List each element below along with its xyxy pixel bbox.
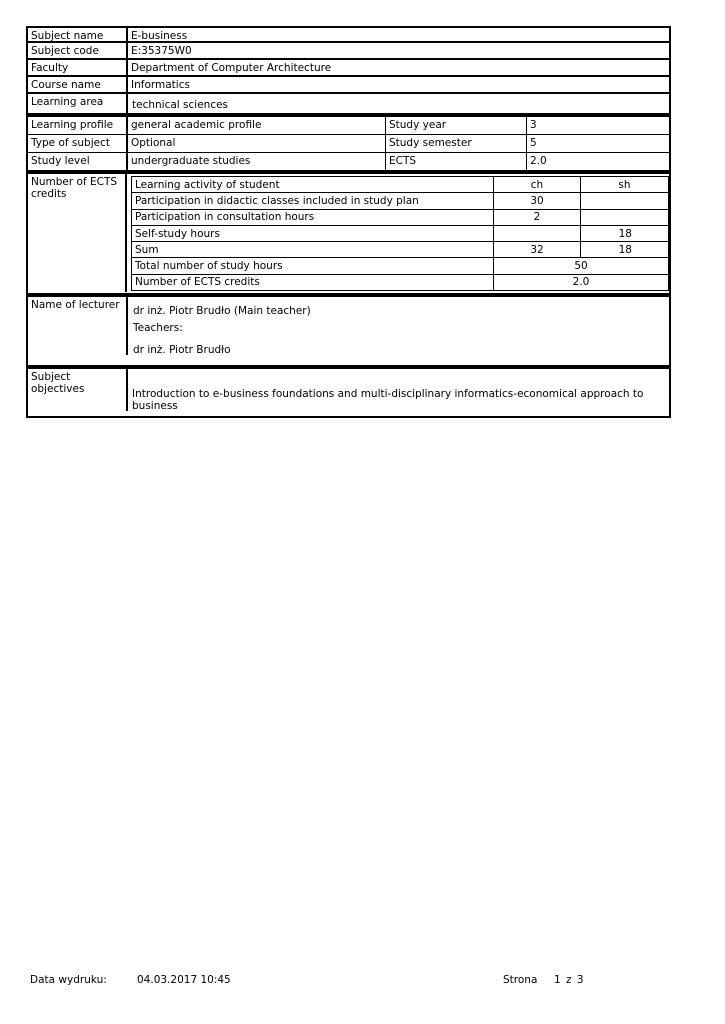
ects-block bbox=[26, 172, 671, 295]
label-study-semester: Study semester bbox=[386, 135, 527, 152]
label-learning-profile: Learning profile bbox=[28, 117, 128, 134]
ects-table bbox=[131, 176, 669, 291]
header-ch: ch bbox=[494, 177, 581, 193]
row-subject-name bbox=[26, 26, 671, 43]
row-learning-profile bbox=[28, 117, 669, 135]
header-activity: Learning activity of student bbox=[132, 177, 494, 193]
row-study-level bbox=[28, 153, 669, 170]
total-hours-value: 50 bbox=[494, 258, 669, 274]
teacher-name: dr inż. Piotr Brudło bbox=[133, 344, 231, 357]
label-type-of-subject: Type of subject bbox=[28, 135, 128, 152]
main-teacher: dr inż. Piotr Brudło (Main teacher) bbox=[133, 305, 311, 318]
label-objectives: Subject objectives bbox=[28, 369, 128, 411]
value-study-year: 3 bbox=[530, 119, 537, 131]
row-learning-area bbox=[26, 94, 671, 115]
sh-cell: 18 bbox=[581, 242, 669, 258]
label-course-name: Course name bbox=[28, 77, 128, 92]
total-hours-label: Total number of study hours bbox=[132, 258, 494, 274]
value-subject-name: E-business bbox=[131, 30, 188, 42]
label-subject-code: Subject code bbox=[28, 43, 128, 58]
activity-cell: Self-study hours bbox=[132, 225, 494, 241]
page-info: 1 z 3 bbox=[554, 974, 584, 986]
table-row bbox=[132, 209, 669, 225]
label-lecturer: Name of lecturer bbox=[28, 297, 128, 355]
table-row bbox=[132, 193, 669, 209]
row-subject-code bbox=[26, 43, 671, 60]
table-row bbox=[132, 242, 669, 258]
row-type-of-subject bbox=[28, 135, 669, 153]
activity-cell: Participation in consultation hours bbox=[132, 209, 494, 225]
ects-credits-row bbox=[132, 274, 669, 290]
print-date-label: Data wydruku: bbox=[30, 974, 107, 986]
value-learning-profile: general academic profile bbox=[128, 117, 386, 134]
ch-cell bbox=[494, 225, 581, 241]
subject-card bbox=[26, 26, 671, 418]
value-study-level: undergraduate studies bbox=[128, 153, 386, 170]
objectives-text: Introduction to e-business foundations and multi-disciplinary informatics-economical approach to business bbox=[132, 388, 644, 413]
label-study-level: Study level bbox=[28, 153, 128, 170]
label-learning-area: Learning area bbox=[28, 94, 128, 113]
objectives-block bbox=[26, 367, 671, 418]
sh-cell bbox=[581, 209, 669, 225]
row-course-name bbox=[26, 77, 671, 94]
header-sh: sh bbox=[581, 177, 669, 193]
table-row bbox=[132, 225, 669, 241]
total-hours-row bbox=[132, 258, 669, 274]
ects-table-wrap bbox=[127, 174, 669, 293]
label-study-year: Study year bbox=[386, 117, 527, 134]
value-type-of-subject: Optional bbox=[128, 135, 386, 152]
ch-cell: 32 bbox=[494, 242, 581, 258]
value-ects: 2.0 bbox=[530, 155, 547, 167]
value-subject-code: E:35375W0 bbox=[131, 45, 192, 57]
sh-cell: 18 bbox=[581, 225, 669, 241]
activity-cell: Participation in didactic classes included in study plan bbox=[132, 193, 494, 209]
ch-cell: 30 bbox=[494, 193, 581, 209]
value-faculty: Department of Computer Architecture bbox=[131, 62, 332, 74]
ects-credits-label: Number of ECTS credits bbox=[132, 274, 494, 290]
label-subject-name: Subject name bbox=[28, 28, 128, 41]
sh-cell bbox=[581, 193, 669, 209]
row-faculty bbox=[26, 60, 671, 77]
label-faculty: Faculty bbox=[28, 60, 128, 75]
profile-block bbox=[26, 115, 671, 172]
teachers-label: Teachers: bbox=[133, 322, 183, 335]
ch-cell: 2 bbox=[494, 209, 581, 225]
lecturer-block bbox=[26, 295, 671, 367]
activity-cell: Sum bbox=[132, 242, 494, 258]
label-ects: ECTS bbox=[386, 153, 527, 170]
ects-credits-value: 2.0 bbox=[494, 274, 669, 290]
value-learning-area: technical sciences bbox=[132, 99, 229, 111]
print-date-value: 04.03.2017 10:45 bbox=[137, 974, 231, 986]
ects-header-row bbox=[132, 177, 669, 193]
lecturer-content bbox=[128, 297, 669, 365]
value-course-name: Informatics bbox=[131, 79, 190, 91]
label-ects-credits: Number of ECTS credits bbox=[28, 174, 127, 292]
value-study-semester: 5 bbox=[530, 137, 537, 149]
page-label: Strona bbox=[503, 974, 538, 986]
